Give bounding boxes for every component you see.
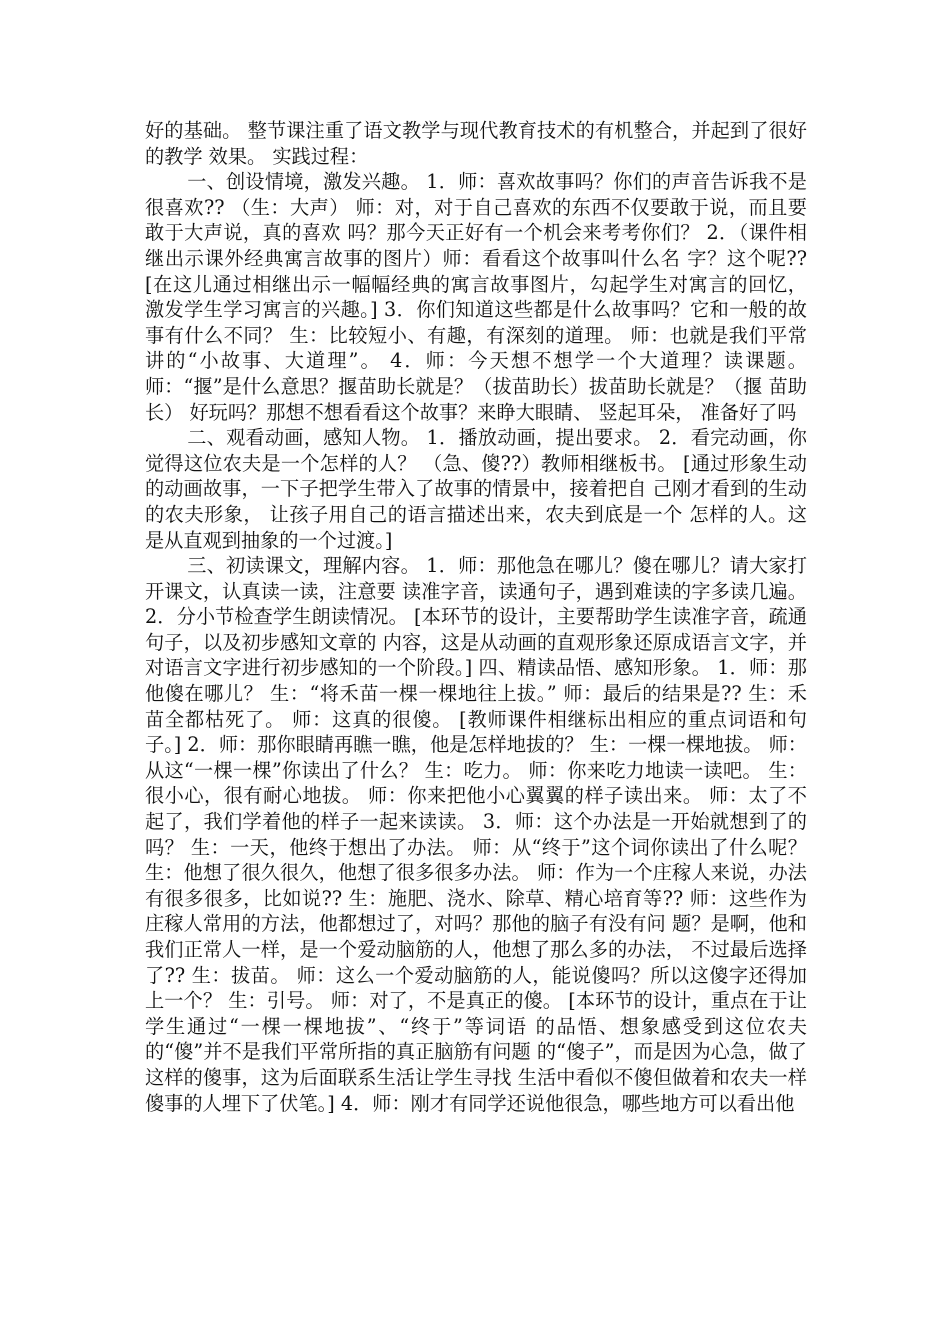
document-page xyxy=(145,118,807,1116)
paragraph-section-three-four: 三、初读课文，理解内容。 1．师：那他急在哪儿？傻在哪儿？请大家打开课文，认真读一读，注意要 读准字音，读通句子，遇到难读的字多读几遍。 2．分小节检查学生朗读情况。 [本环节的设计，主要帮助学生读准字音，疏通句子，以及初步感知文章的 内容，这是从动画的直观形象还原成语言文字，并对语言文字进行初步感知的一个阶段。] 四、精读品悟、感知形象。 1．师：那他傻在哪儿？ 生：“将禾苗一棵一棵地往上拔。” 师：最后的结果是?? 生：禾苗全都枯死了。 师：这真的很傻。 [教师课件相继标出相应的重点词语和句子。] 2．师：那你眼睛再瞧一瞧，他是怎样地拔的？ 生：一棵一棵地拔。 师：从这“一棵一棵”你读出了什么？ 生：吃力。 师：你来吃力地读一读吧。 生：很小心，很有耐心地拔。 师：你来把他小心翼翼的样子读出来。 师：太了不起了，我们学着他的样子一起来读读。 3．师：这个办法是一开始就想到了的吗？ 生：一天，他终于想出了办法。 师：从“终于”这个词你读出了什么呢？ 生：他想了很久很久，他想了很多很多办法。 师：作为一个庄稼人来说，办法有很多很多，比如说?? 生：施肥、浇水、除草、精心培育等?? 师：这些作为庄稼人常用的方法，他都想过了，对吗？那他的脑子有没有问 题？是啊，他和我们正常人一样，是一个爱动脑筋的人，他想了那么多的办法， 不过最后选择了?? 生：拔苗。 师：这么一个爱动脑筋的人，能说傻吗？所以这傻字还得加上一个？ 生：引号。 师：对了，不是真正的傻。 [本环节的设计，重点在于让学生通过“一棵一棵地拔”、“终于”等词语 的品悟、想象感受到这位农夫的“傻”并不是我们平常所指的真正脑筋有问题 的“傻子”，而是因为心急，做了这样的傻事，这为后面联系生活让学生寻找 生活中看似不傻但做着和农夫一样傻事的人埋下了伏笔。] 4．师：刚才有同学还说他很急，哪些地方可以看出他 xyxy=(145,554,807,1115)
paragraph-section-one: 一、创设情境，激发兴趣。 1．师：喜欢故事吗？你们的声音告诉我不是很喜欢?? （生：大声） 师：对，对于自己喜欢的东西不仅要敢于说，而且要敢于大声说，真的喜欢 吗？那今天正好有一个机会来考考你们？ 2．（课件相继出示课外经典寓言故事的图片）师：看看这个故事叫什么名 字？这个呢?? [在这儿通过相继出示一幅幅经典的寓言故事图片，勾起学生对寓言的回忆， 激发学生学习寓言的兴趣。] 3．你们知道这些都是什么故事吗？它和一般的故事有什么不同？ 生：比较短小、有趣，有深刻的道理。 师：也就是我们平常讲的“小故事、大道理”。 4．师：今天想不想学一个大道理？读课题。 师：“揠”是什么意思？揠苗助长就是？（拔苗助长）拔苗助长就是？（揠 苗助长） 好玩吗？那想不想看看这个故事？来睁大眼睛、 竖起耳朵， 准备好了吗 xyxy=(145,170,807,424)
paragraph-section-two: 二、观看动画，感知人物。 1．播放动画，提出要求。 2．看完动画，你觉得这位农夫是一个怎样的人？ （急、傻??）教师相继板书。 [通过形象生动的动画故事，一下子把学生带入了故事的情景中，接着把自 己刚才看到的生动的农夫形象， 让孩子用自己的语言描述出来，农夫到底是一个 怎样的人。这是从直观到抽象的一个过渡。] xyxy=(145,426,807,552)
paragraph-intro: 好的基础。 整节课注重了语文教学与现代教育技术的有机整合，并起到了很好的教学 效果。 实践过程： xyxy=(145,119,807,168)
